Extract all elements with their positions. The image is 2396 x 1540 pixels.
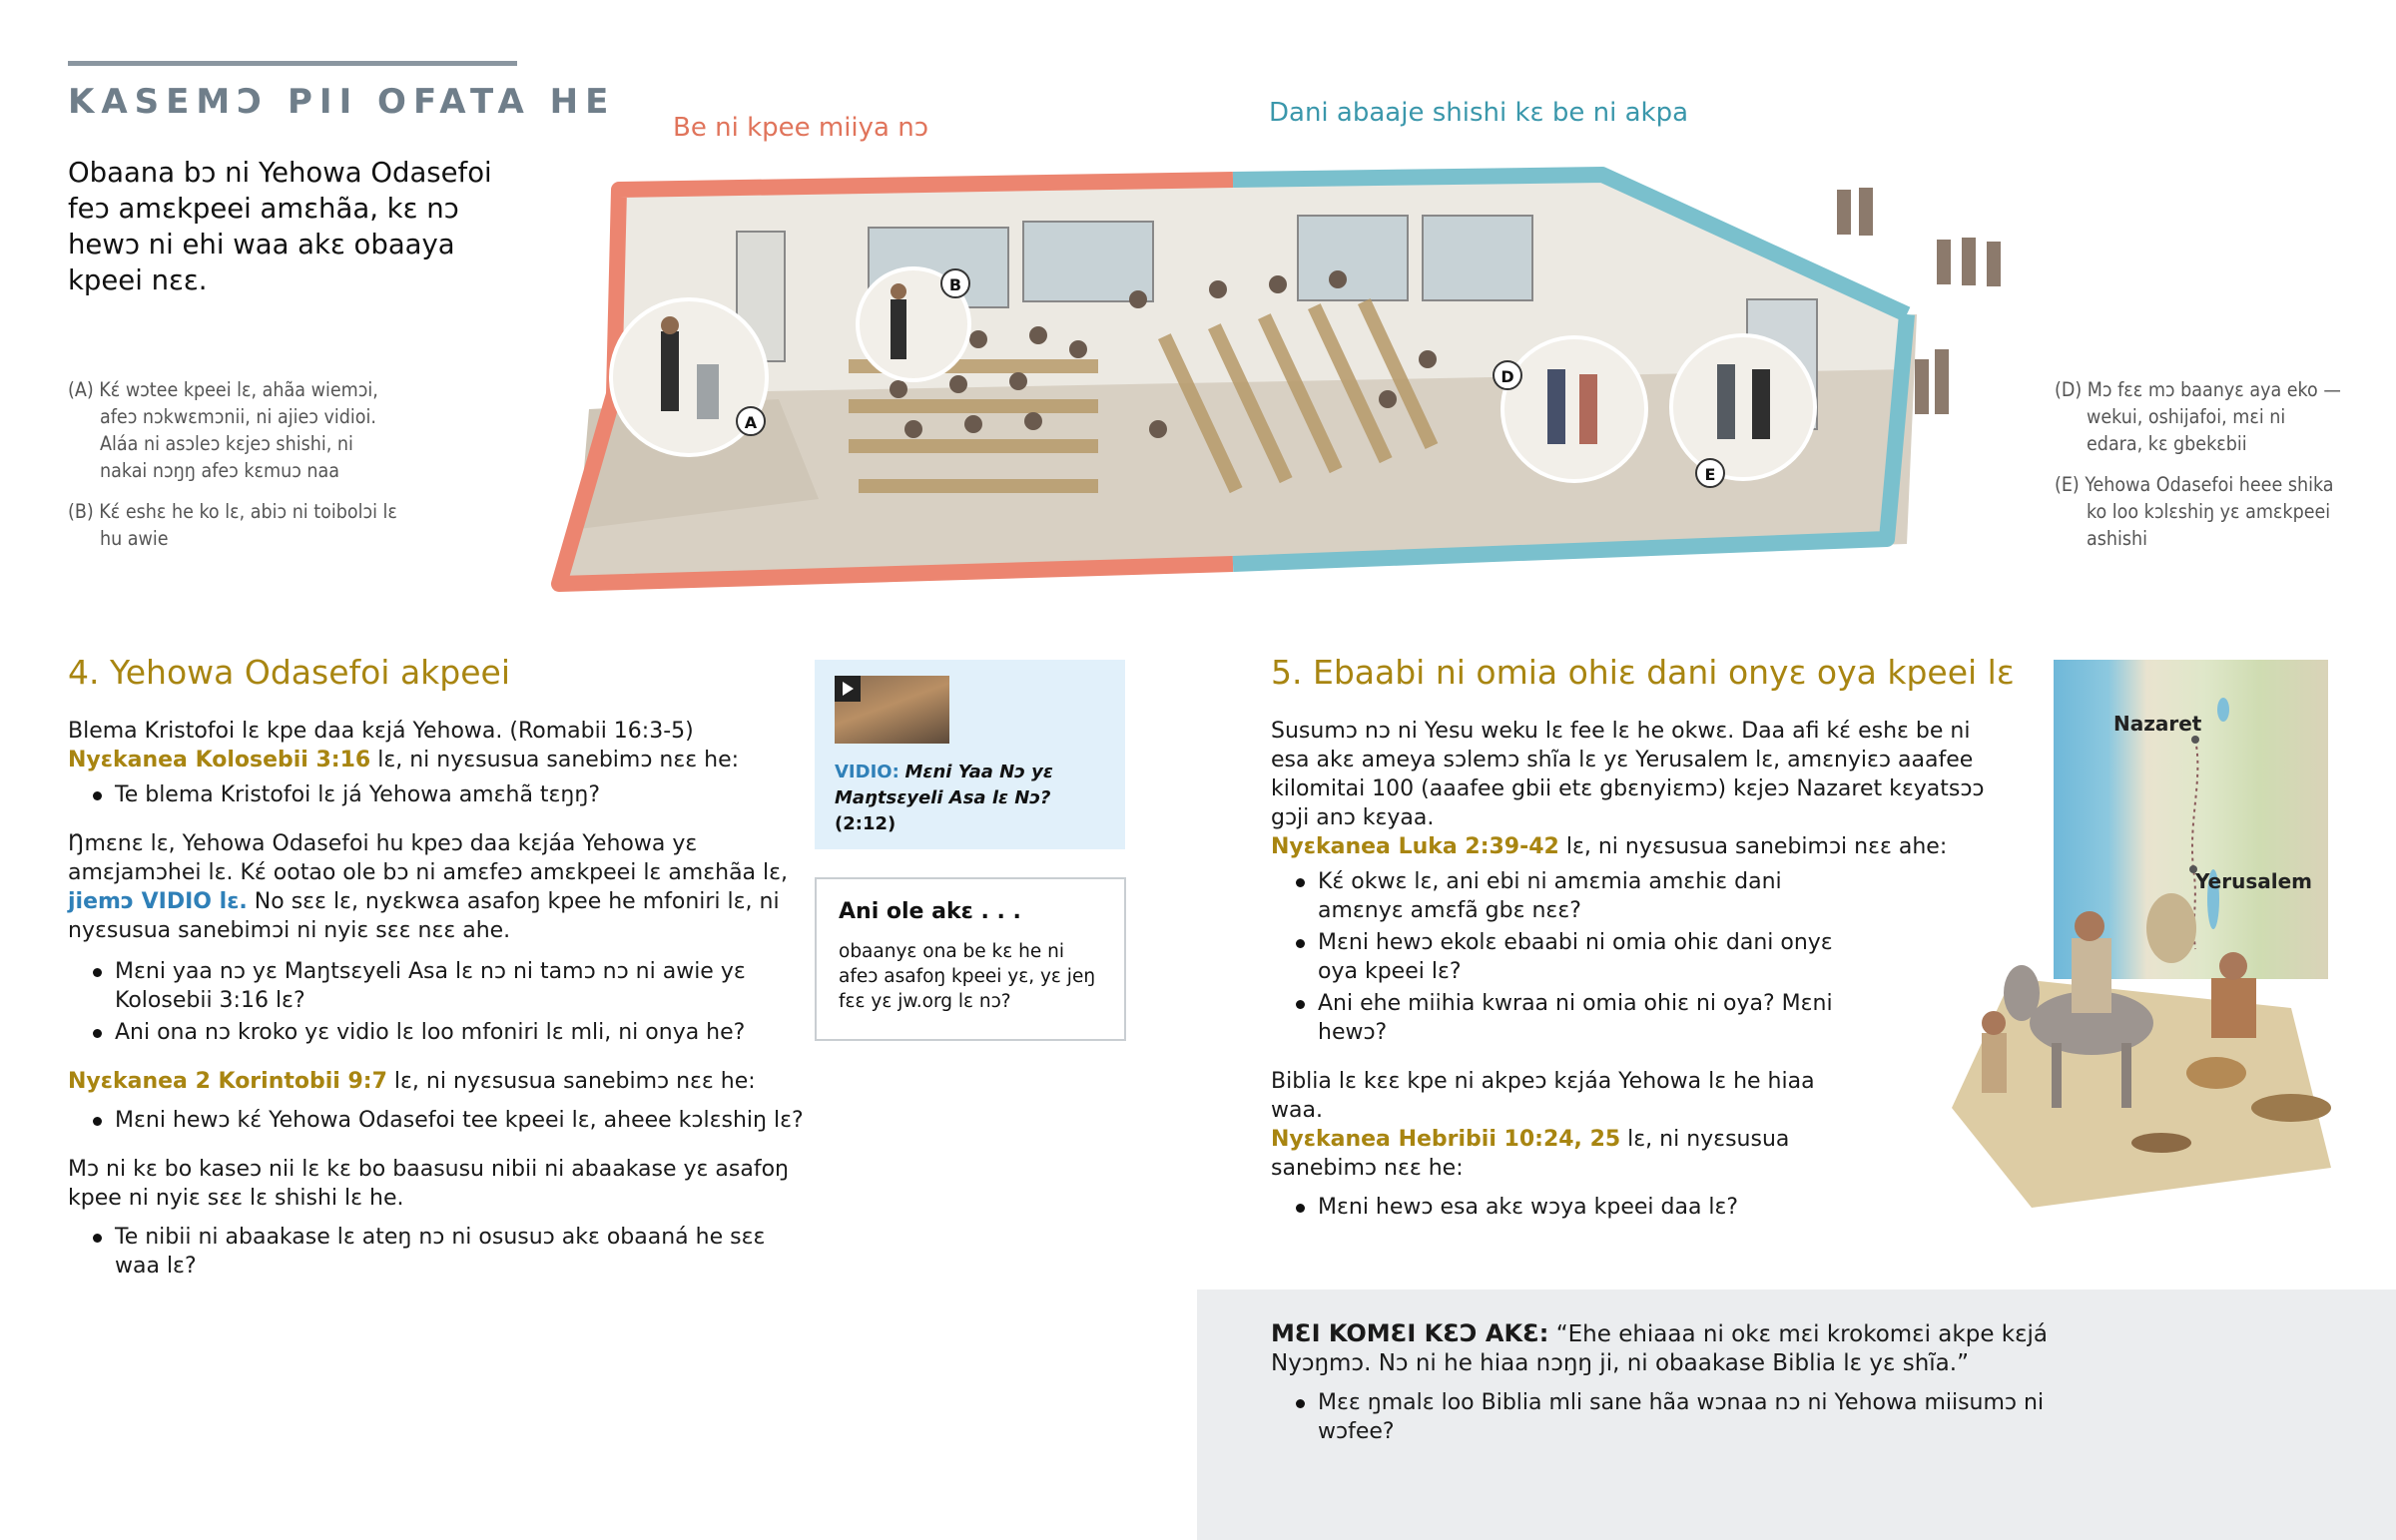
svg-text:D: D (1500, 367, 1514, 386)
s5-p1-ref[interactable]: Nyɛkanea Luka 2:39-42 (1271, 834, 1559, 859)
label-after-meeting: Dani abaaje shishi kɛ be ni akpa (1269, 98, 1688, 128)
s4-question-5: Te nibii ni abaakase lɛ ateŋ nɔ ni osusuɔ akɛ obaaná he sɛɛ waa lɛ? (68, 1223, 807, 1281)
caption-a: (A) Kɛ́ wɔtee kpeei lɛ, ahãa wiemɔi, afeɔ nɔkwɛmɔnii, ni ajieɔ vidioi. Aláa ni asɔleɔ kɛjeɔ shishi, ni nakai nɔŋŋ afeɔ kɛmuɔ naa (68, 378, 378, 482)
s5-question-2: Mɛni hewɔ ekolɛ ebaabi ni omia ohiɛ dani onyɛ oya kpeei lɛ? (1271, 928, 1870, 986)
did-you-know-heading: Ani ole akɛ . . . (839, 899, 1021, 924)
s5-p1: Susumɔ nɔ ni Yesu weku lɛ fee lɛ he okwɛ. Daa afi kɛ́ eshɛ be ni esa akɛ ameya sɔlemɔ shĩa lɛ yɛ Yerusalem lɛ, amɛnyiɛɔ aaafee kilomitai 100 (aaafee gbii etɛ gbɛnyiɛmɔ) kɛjeɔ Nazaret kɛyatsɔɔ gɔji anɔ kɛyaa. (1271, 719, 1985, 830)
s4-p4: Mɔ ni kɛ bo kaseɔ nii lɛ kɛ bo baasusu nibii ni abaakase yɛ asafoŋ kpee ni nyiɛ sɛɛ lɛ shishi lɛ he. (68, 1157, 789, 1211)
s4-question-1: Te blema Kristofoi lɛ já Yehowa amɛhã tɛŋŋ? (68, 780, 807, 809)
captions-left (68, 376, 397, 566)
s5-question-1: Kɛ́ okwɛ lɛ, ani ebi ni amɛmia amɛhiɛ dani amɛnyɛ amɛfã gbɛ nɛɛ? (1271, 867, 1870, 925)
intro-text: Obaana bɔ ni Yehowa Odasefoi feɔ amɛkpeei amɛhãa, kɛ nɔ hewɔ ni ehi waa akɛ obaaya kpeei nɛɛ. (68, 157, 492, 296)
quote-heading: MƐI KOMƐI KƐƆ AKƐ: (1271, 1319, 1549, 1347)
play-icon[interactable] (835, 676, 861, 702)
section4-body: Blema Kristofoi lɛ kpe daa kɛjá Yehowa. (Romabii 16:3-5) Nyɛkanea Kolosebii 3:16 lɛ, ni nyɛsusua sanebimɔ nɛɛ he: Te blema Kristofoi lɛ já Yehowa amɛhã tɛŋŋ? Ŋmɛnɛ lɛ, Yehowa Odasefoi hu kpeɔ daa kɛjáa Yehowa yɛ amɛjamɔhei lɛ. Kɛ́ ootao ole bɔ ni amɛfeɔ amɛkpeei lɛ amɛhãa lɛ, jiemɔ VIDIO lɛ. No sɛɛ lɛ, nyɛkwɛa asafoŋ kpee he mfoniri lɛ, ni nyɛsusua sanebimɔi ni nyiɛ sɛɛ nɛɛ ahe. Mɛni yaa nɔ yɛ Maŋtsɛyeli Asa lɛ nɔ ni tamɔ nɔ ni awie yɛ Kolosebii 3:16 lɛ? Ani ona nɔ kroko yɛ vidio lɛ loo mfoniri lɛ mli, ni onya he? Nyɛkanea 2 Korintobii 9:7 lɛ, ni nyɛsusua sanebimɔ nɛɛ he: Mɛni hewɔ kɛ́ Yehowa Odasefoi tee kpeei lɛ, aheee kɔlɛshiŋ lɛ? Mɔ ni kɛ bo kaseɔ nii lɛ kɛ bo baasusu nibii ni abaakase yɛ asafoŋ kpee ni nyiɛ sɛɛ lɛ shishi lɛ he. Te nibii ni abaakase lɛ ateŋ nɔ ni osusuɔ akɛ obaaná he sɛɛ waa lɛ? (68, 717, 807, 1300)
s4-question-3: Ani ona nɔ kroko yɛ vidio lɛ loo mfoniri lɛ mli, ni onya he? (68, 1018, 807, 1047)
top-rule (68, 61, 517, 66)
video-box[interactable] (815, 660, 1125, 849)
eyebrow-title: KASEMƆ PII OFATA HE (68, 82, 616, 122)
s5-question-4: Mɛni hewɔ esa akɛ wɔya kpeei daa lɛ? (1271, 1193, 2010, 1222)
quote-text: “Ehe ehiaaa ni okɛ mɛi krokomɛi akpe kɛjá Nyɔŋmɔ. Nɔ ni he hiaa nɔŋŋ ji, ni obaakase Biblia lɛ yɛ shĩa.” (1271, 1321, 2049, 1376)
s4-question-2: Mɛni yaa nɔ yɛ Maŋtsɛyeli Asa lɛ nɔ ni tamɔ nɔ ni awie yɛ Kolosebii 3:16 lɛ? (68, 957, 807, 1015)
quote-question: Mɛɛ ŋmalɛ loo Biblia mli sane hãa wɔnaa nɔ ni Yehowa miisumɔ ni wɔfee? (1271, 1388, 2109, 1446)
s4-p3-ref[interactable]: Nyɛkanea 2 Korintobii 9:7 (68, 1069, 387, 1094)
captions-right (2055, 376, 2344, 566)
map-label-yerusalem: Yerusalem (2195, 869, 2312, 893)
caption-e: (E) Yehowa Odasefoi heee shika ko loo kɔlɛshiŋ yɛ amɛkpeei ashishi (2055, 473, 2334, 550)
video-title[interactable]: Mɛni Yaa Nɔ yɛ Maŋtsɛyeli Asa lɛ Nɔ? (835, 762, 1053, 808)
caption-d: (D) Mɔ fɛɛ mɔ baanyɛ aya eko —wekui, oshijafoi, mɛi ni edara, kɛ gbekɛbii (2055, 378, 2341, 455)
map-label-nazaret: Nazaret (2113, 712, 2202, 736)
did-you-know-body: obaanyɛ ona be kɛ he ni afeɔ asafoŋ kpeei yɛ, yɛ jeŋ fɛɛ yɛ jw.org lɛ nɔ? (839, 941, 1096, 1012)
video-caption: VIDIO: Mɛni Yaa Nɔ yɛ Maŋtsɛyeli Asa lɛ Nɔ? (2:12) (835, 762, 1053, 834)
quote-content (1271, 1319, 2109, 1466)
label-before-meeting: Be ni kpee miiya nɔ (673, 113, 929, 143)
video-thumbnail[interactable] (835, 676, 949, 744)
s4-question-4: Mɛni hewɔ kɛ́ Yehowa Odasefoi tee kpeei lɛ, aheee kɔlɛshiŋ lɛ? (68, 1106, 807, 1135)
s5-p2-ref[interactable]: Nyɛkanea Hebribii 10:24, 25 (1271, 1127, 1621, 1152)
quote-box (1197, 1289, 2396, 1540)
s4-p1-ref[interactable]: Nyɛkanea Kolosebii 3:16 (68, 748, 371, 772)
section4-title: 4. Yehowa Odasefoi akpeei (68, 653, 511, 692)
travelers-illustration (1912, 848, 2381, 1228)
kingdom-hall-illustration (519, 160, 2037, 604)
svg-text:B: B (948, 275, 962, 294)
s4-p1-text: Blema Kristofoi lɛ kpe daa kɛjá Yehowa. (Romabii 16:3-5) (68, 719, 694, 744)
section5-body: Susumɔ nɔ ni Yesu weku lɛ fee lɛ he okwɛ. Daa afi kɛ́ eshɛ be ni esa akɛ ameya sɔlemɔ shĩa lɛ yɛ Yerusalem lɛ, amɛnyiɛɔ aaafee kilomitai 100 (aaafee gbii etɛ gbɛnyiɛmɔ) kɛjeɔ Nazaret kɛyatsɔɔ gɔji anɔ kɛyaa. Nyɛkanea Luka 2:39-42 lɛ, ni nyɛsusua sanebimɔi nɛɛ ahe: Kɛ́ okwɛ lɛ, ani ebi ni amɛmia amɛhiɛ dani amɛnyɛ amɛfã gbɛ nɛɛ? Mɛni hewɔ ekolɛ ebaabi ni omia ohiɛ dani onyɛ oya kpeei lɛ? Ani ehe miihia kwraa ni omia ohiɛ ni oya? Mɛni hewɔ? Biblia lɛ kɛɛ kpe ni akpeɔ kɛjáa Yehowa lɛ he hiaa waa. Nyɛkanea Hebribii 10:24, 25 lɛ, ni nyɛsusua sanebimɔ nɛɛ he: Mɛni hewɔ esa akɛ wɔya kpeei daa lɛ? (1271, 717, 2010, 1242)
video-link[interactable]: jiemɔ VIDIO lɛ. (68, 889, 248, 914)
svg-text:E: E (1704, 465, 1716, 484)
caption-b: (B) Kɛ́ eshɛ he ko lɛ, abiɔ ni toibolɔi lɛ hu awie (68, 500, 397, 550)
section5-title: 5. Ebaabi ni omia ohiɛ dani onyɛ oya kpeei lɛ (1271, 653, 2015, 692)
svg-text:A: A (744, 413, 758, 432)
s5-question-3: Ani ehe miihia kwraa ni omia ohiɛ ni oya? Mɛni hewɔ? (1271, 989, 1870, 1047)
did-you-know-box (815, 877, 1126, 1041)
